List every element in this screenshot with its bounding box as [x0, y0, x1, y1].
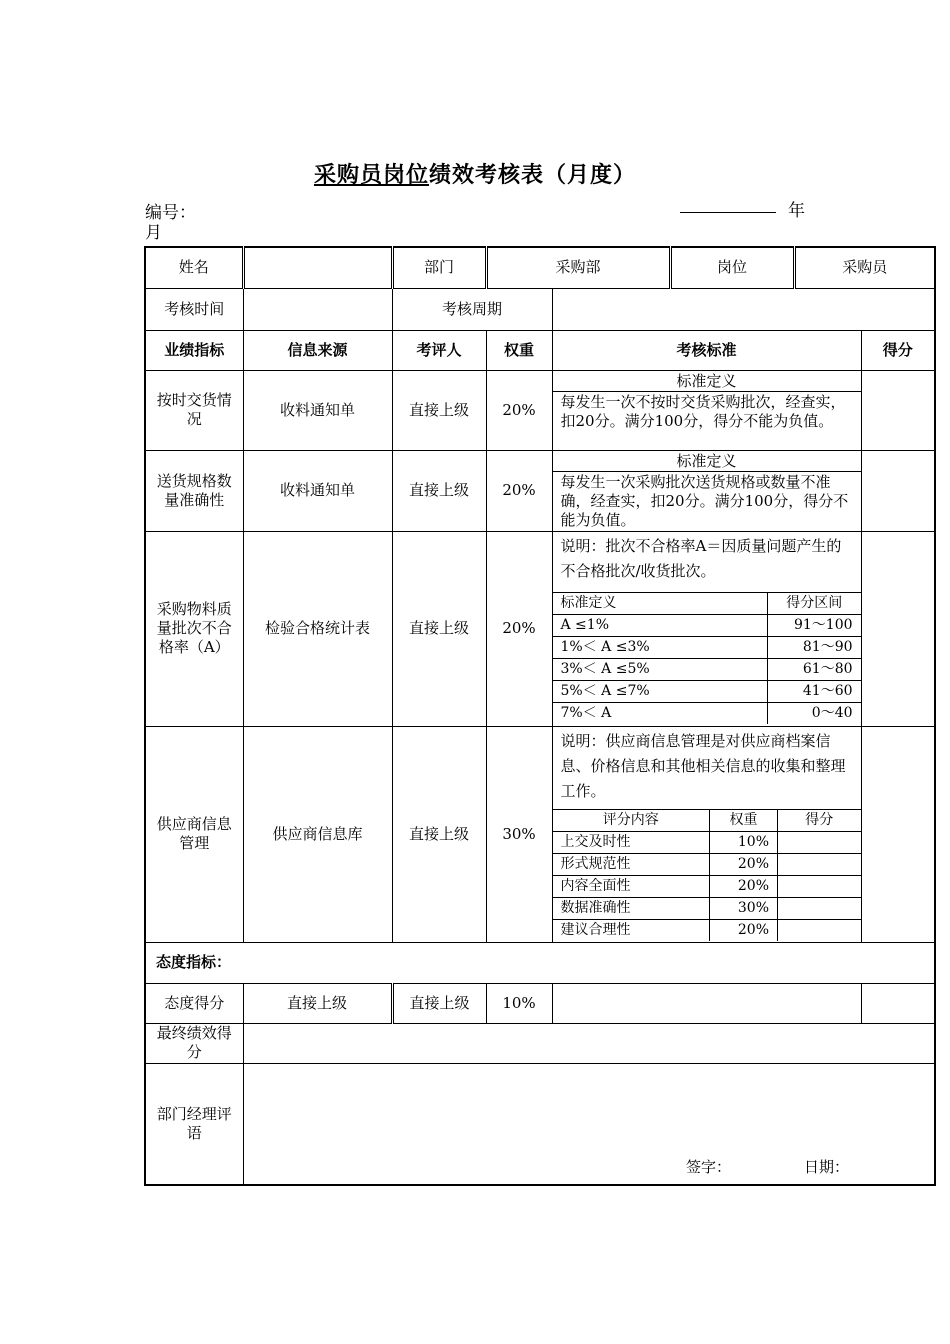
- sub-content: 上交及时性: [553, 831, 710, 853]
- standard-def-head: 标准定义: [553, 451, 861, 472]
- post-value: 采购员: [794, 247, 935, 288]
- sub-content: 形式规范性: [553, 853, 710, 875]
- source-cell: 收料通知单: [243, 450, 392, 531]
- sub-score[interactable]: [778, 875, 861, 897]
- standard-cell: [552, 531, 861, 726]
- score-cell[interactable]: [861, 450, 935, 531]
- sub-weight: 30%: [710, 897, 778, 919]
- rater-cell: 直接上级: [392, 726, 486, 942]
- year-label: 年: [788, 201, 805, 221]
- rater-cell: 直接上级: [392, 370, 486, 450]
- attitude-row: [145, 983, 935, 1023]
- col-indicator: 业绩指标: [145, 330, 243, 370]
- standard-cell: [552, 450, 861, 531]
- sub-definition: 1%＜ A ≤3%: [553, 636, 768, 658]
- title-rest: 绩效考核表（月度）: [429, 163, 637, 188]
- indicator-cell: 供应商信息管理: [145, 726, 243, 942]
- attitude-score[interactable]: [861, 983, 935, 1023]
- kpi-row-quality: [145, 531, 935, 726]
- weight-cell: 30%: [486, 726, 552, 942]
- supplier-score-table: [553, 809, 861, 941]
- weight-cell: 20%: [486, 370, 552, 450]
- source-cell: 收料通知单: [243, 370, 392, 450]
- score-cell[interactable]: [861, 370, 935, 450]
- sub-definition: 3%＜ A ≤5%: [553, 658, 768, 680]
- signature-label: 签字：: [686, 1158, 732, 1176]
- sub-header-row: [553, 809, 861, 831]
- period-label: 考核周期: [392, 288, 552, 330]
- source-cell: 检验合格统计表: [243, 531, 392, 726]
- col-rater: 考评人: [392, 330, 486, 370]
- sub-head-score: 得分: [778, 809, 861, 831]
- attitude-weight: 10%: [486, 983, 552, 1023]
- date-label: 日期：: [804, 1158, 850, 1176]
- score-cell[interactable]: [861, 531, 935, 726]
- time-label: 考核时间: [145, 288, 243, 330]
- sub-range: 0～40: [768, 702, 861, 724]
- sub-score[interactable]: [778, 831, 861, 853]
- sub-weight: 20%: [710, 875, 778, 897]
- table-row: [553, 614, 861, 636]
- sub-score[interactable]: [778, 853, 861, 875]
- standard-def-text: 每发生一次采购批次送货规格或数量不准确，经查实，扣20分。满分100分，得分不能为负值。: [560, 472, 849, 529]
- kpi-row-accuracy: [145, 450, 935, 531]
- sub-weight: 20%: [710, 919, 778, 941]
- sub-weight: 20%: [710, 853, 778, 875]
- col-weight: 权重: [486, 330, 552, 370]
- name-label: 姓名: [145, 247, 243, 288]
- attitude-rater: 直接上级: [392, 983, 486, 1023]
- title-underlined: 采购员岗位: [313, 163, 429, 188]
- sub-definition: A ≤1%: [553, 614, 768, 636]
- quality-score-table: [553, 592, 861, 724]
- sub-head-content: 评分内容: [553, 809, 710, 831]
- table-row: [553, 658, 861, 680]
- sub-weight: 10%: [710, 831, 778, 853]
- col-standard: 考核标准: [552, 330, 861, 370]
- kpi-row-supplier: [145, 726, 935, 942]
- dept-label: 部门: [392, 247, 486, 288]
- serial-label: 编号：: [145, 203, 196, 223]
- final-score-label: 最终绩效得分: [145, 1023, 243, 1063]
- attitude-standard[interactable]: [552, 983, 861, 1023]
- indicator-cell: 送货规格数量准确性: [145, 450, 243, 531]
- sub-head-weight: 权重: [710, 809, 778, 831]
- sub-head-range: 得分区间: [768, 592, 861, 614]
- attitude-section-row: [145, 942, 935, 983]
- indicator-cell: 采购物料质量批次不合格率（A）: [145, 531, 243, 726]
- appraisal-table: [144, 246, 936, 1186]
- header-row-2: [145, 288, 935, 330]
- col-score: 得分: [861, 330, 935, 370]
- dept-value: 采购部: [486, 247, 670, 288]
- score-cell[interactable]: [861, 726, 935, 942]
- sub-content: 内容全面性: [553, 875, 710, 897]
- page-title: [0, 158, 950, 189]
- table-row: [553, 702, 861, 724]
- kpi-row-ontime: [145, 370, 935, 450]
- header-row-1: [145, 247, 935, 288]
- weight-cell: 20%: [486, 450, 552, 531]
- sub-content: 数据准确性: [553, 897, 710, 919]
- sub-definition: 7%＜ A: [553, 702, 768, 724]
- sub-header-row: [553, 592, 861, 614]
- standard-def-text: 每发生一次不按时交货采购批次，经查实，扣20分。满分100分，得分不能为负值。: [560, 392, 846, 430]
- table-row: [553, 919, 861, 941]
- standard-cell: [552, 726, 861, 942]
- final-score-row: [145, 1023, 935, 1063]
- period-value[interactable]: [552, 288, 935, 330]
- year-blank-line: [680, 212, 776, 213]
- sub-definition: 5%＜ A ≤7%: [553, 680, 768, 702]
- table-row: [553, 680, 861, 702]
- attitude-source: 直接上级: [243, 983, 392, 1023]
- source-cell: 供应商信息库: [243, 726, 392, 942]
- table-row: [553, 636, 861, 658]
- sub-range: 81～90: [768, 636, 861, 658]
- name-value[interactable]: [243, 247, 392, 288]
- rater-cell: 直接上级: [392, 531, 486, 726]
- final-score-value[interactable]: [243, 1023, 935, 1063]
- standard-def-head: 标准定义: [553, 371, 861, 392]
- indicator-cell: 按时交货情况: [145, 370, 243, 450]
- quality-note: 说明：批次不合格率A＝因质量问题产生的不合格批次/收货批次。: [560, 536, 842, 580]
- standard-cell: [552, 370, 861, 450]
- col-source: 信息来源: [243, 330, 392, 370]
- supplier-note: 说明：供应商信息管理是对供应商档案信息、价格信息和其他相关信息的收集和整理工作。: [560, 731, 846, 800]
- month-label: 月: [145, 223, 162, 243]
- sub-score[interactable]: [778, 919, 861, 941]
- weight-cell: 20%: [486, 531, 552, 726]
- sub-range: 91～100: [768, 614, 861, 636]
- sub-range: 61～80: [768, 658, 861, 680]
- time-value[interactable]: [243, 288, 392, 330]
- sub-score[interactable]: [778, 897, 861, 919]
- table-row: [553, 831, 861, 853]
- column-header-row: [145, 330, 935, 370]
- attitude-section-label: 态度指标：: [145, 942, 935, 983]
- sub-content: 建议合理性: [553, 919, 710, 941]
- rater-cell: 直接上级: [392, 450, 486, 531]
- table-row: [553, 853, 861, 875]
- table-row: [553, 875, 861, 897]
- post-label: 岗位: [670, 247, 794, 288]
- table-row: [553, 897, 861, 919]
- sub-range: 41～60: [768, 680, 861, 702]
- sub-head-definition: 标准定义: [553, 592, 768, 614]
- attitude-label: 态度得分: [145, 983, 243, 1023]
- comment-label: 部门经理评语: [145, 1063, 243, 1185]
